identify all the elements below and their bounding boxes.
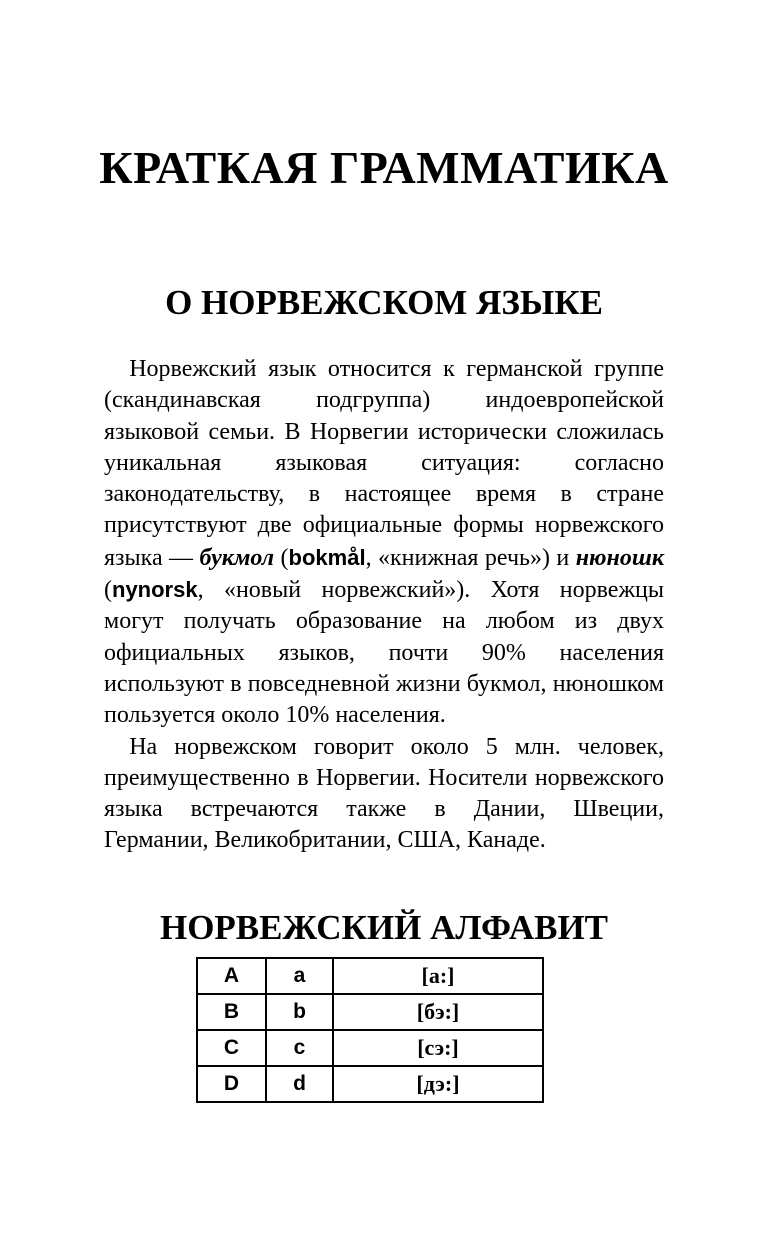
paragraph-1-text-1: Норвежский язык относится к германской группе (скандинавская подгруппа) индоевропейской языковой семьи. В Норвегии исторически сложилась уникальная языковая ситуация: согласно законодательству, в настоящее время в стране присутствуют две официальные формы норвежского языка — <box>104 356 664 571</box>
table-row <box>197 1066 543 1102</box>
lowercase-letter: b <box>266 994 333 1030</box>
section-title: О НОРВЕЖСКОМ ЯЗЫКЕ <box>165 283 603 322</box>
paragraph-1-text-2: ( <box>274 544 289 571</box>
uppercase-letter: B <box>197 994 266 1030</box>
paragraph-2: На норвежском говорит около 5 млн. человек, преимущественно в Норвегии. Носители норвежского языка встречаются также в Дании, Швеции, Германии, Великобритании, США, Канаде. <box>104 733 664 854</box>
chapter-title: КРАТКАЯ ГРАММАТИКА <box>99 142 669 193</box>
table-row <box>197 1030 543 1066</box>
pronunciation: [сэ:] <box>333 1030 543 1066</box>
body-text <box>104 354 664 857</box>
table-row <box>197 994 543 1030</box>
pronunciation: [а:] <box>333 958 543 994</box>
pronunciation: [дэ:] <box>333 1066 543 1102</box>
alphabet-table <box>196 957 544 1103</box>
lowercase-letter: c <box>266 1030 333 1066</box>
uppercase-letter: D <box>197 1066 266 1102</box>
term-bokmol-ru: букмол <box>199 544 275 571</box>
paragraph-1-text-3: , «книжная речь») и <box>365 544 576 571</box>
paragraph-1-text-4: ( <box>104 577 112 604</box>
lowercase-letter: d <box>266 1066 333 1102</box>
term-nynorsk: nynorsk <box>112 577 198 603</box>
pronunciation: [бэ:] <box>333 994 543 1030</box>
alphabet-title: НОРВЕЖСКИЙ АЛФАВИТ <box>159 908 609 947</box>
paragraph-1 <box>104 354 664 732</box>
paragraph-1-text-5: , «новый норвежский»). Хотя норвежцы могут получать образование на любом из двух официальных языков, почти 90% населения используют в повседневной жизни букмол, нюношком пользуется около 10% населения. <box>104 577 664 729</box>
term-bokmal: bokmål <box>288 544 366 570</box>
lowercase-letter: a <box>266 958 333 994</box>
table-row <box>197 958 543 994</box>
term-nynorsk-ru: нюношк <box>575 544 665 571</box>
uppercase-letter: C <box>197 1030 266 1066</box>
uppercase-letter: A <box>197 958 266 994</box>
